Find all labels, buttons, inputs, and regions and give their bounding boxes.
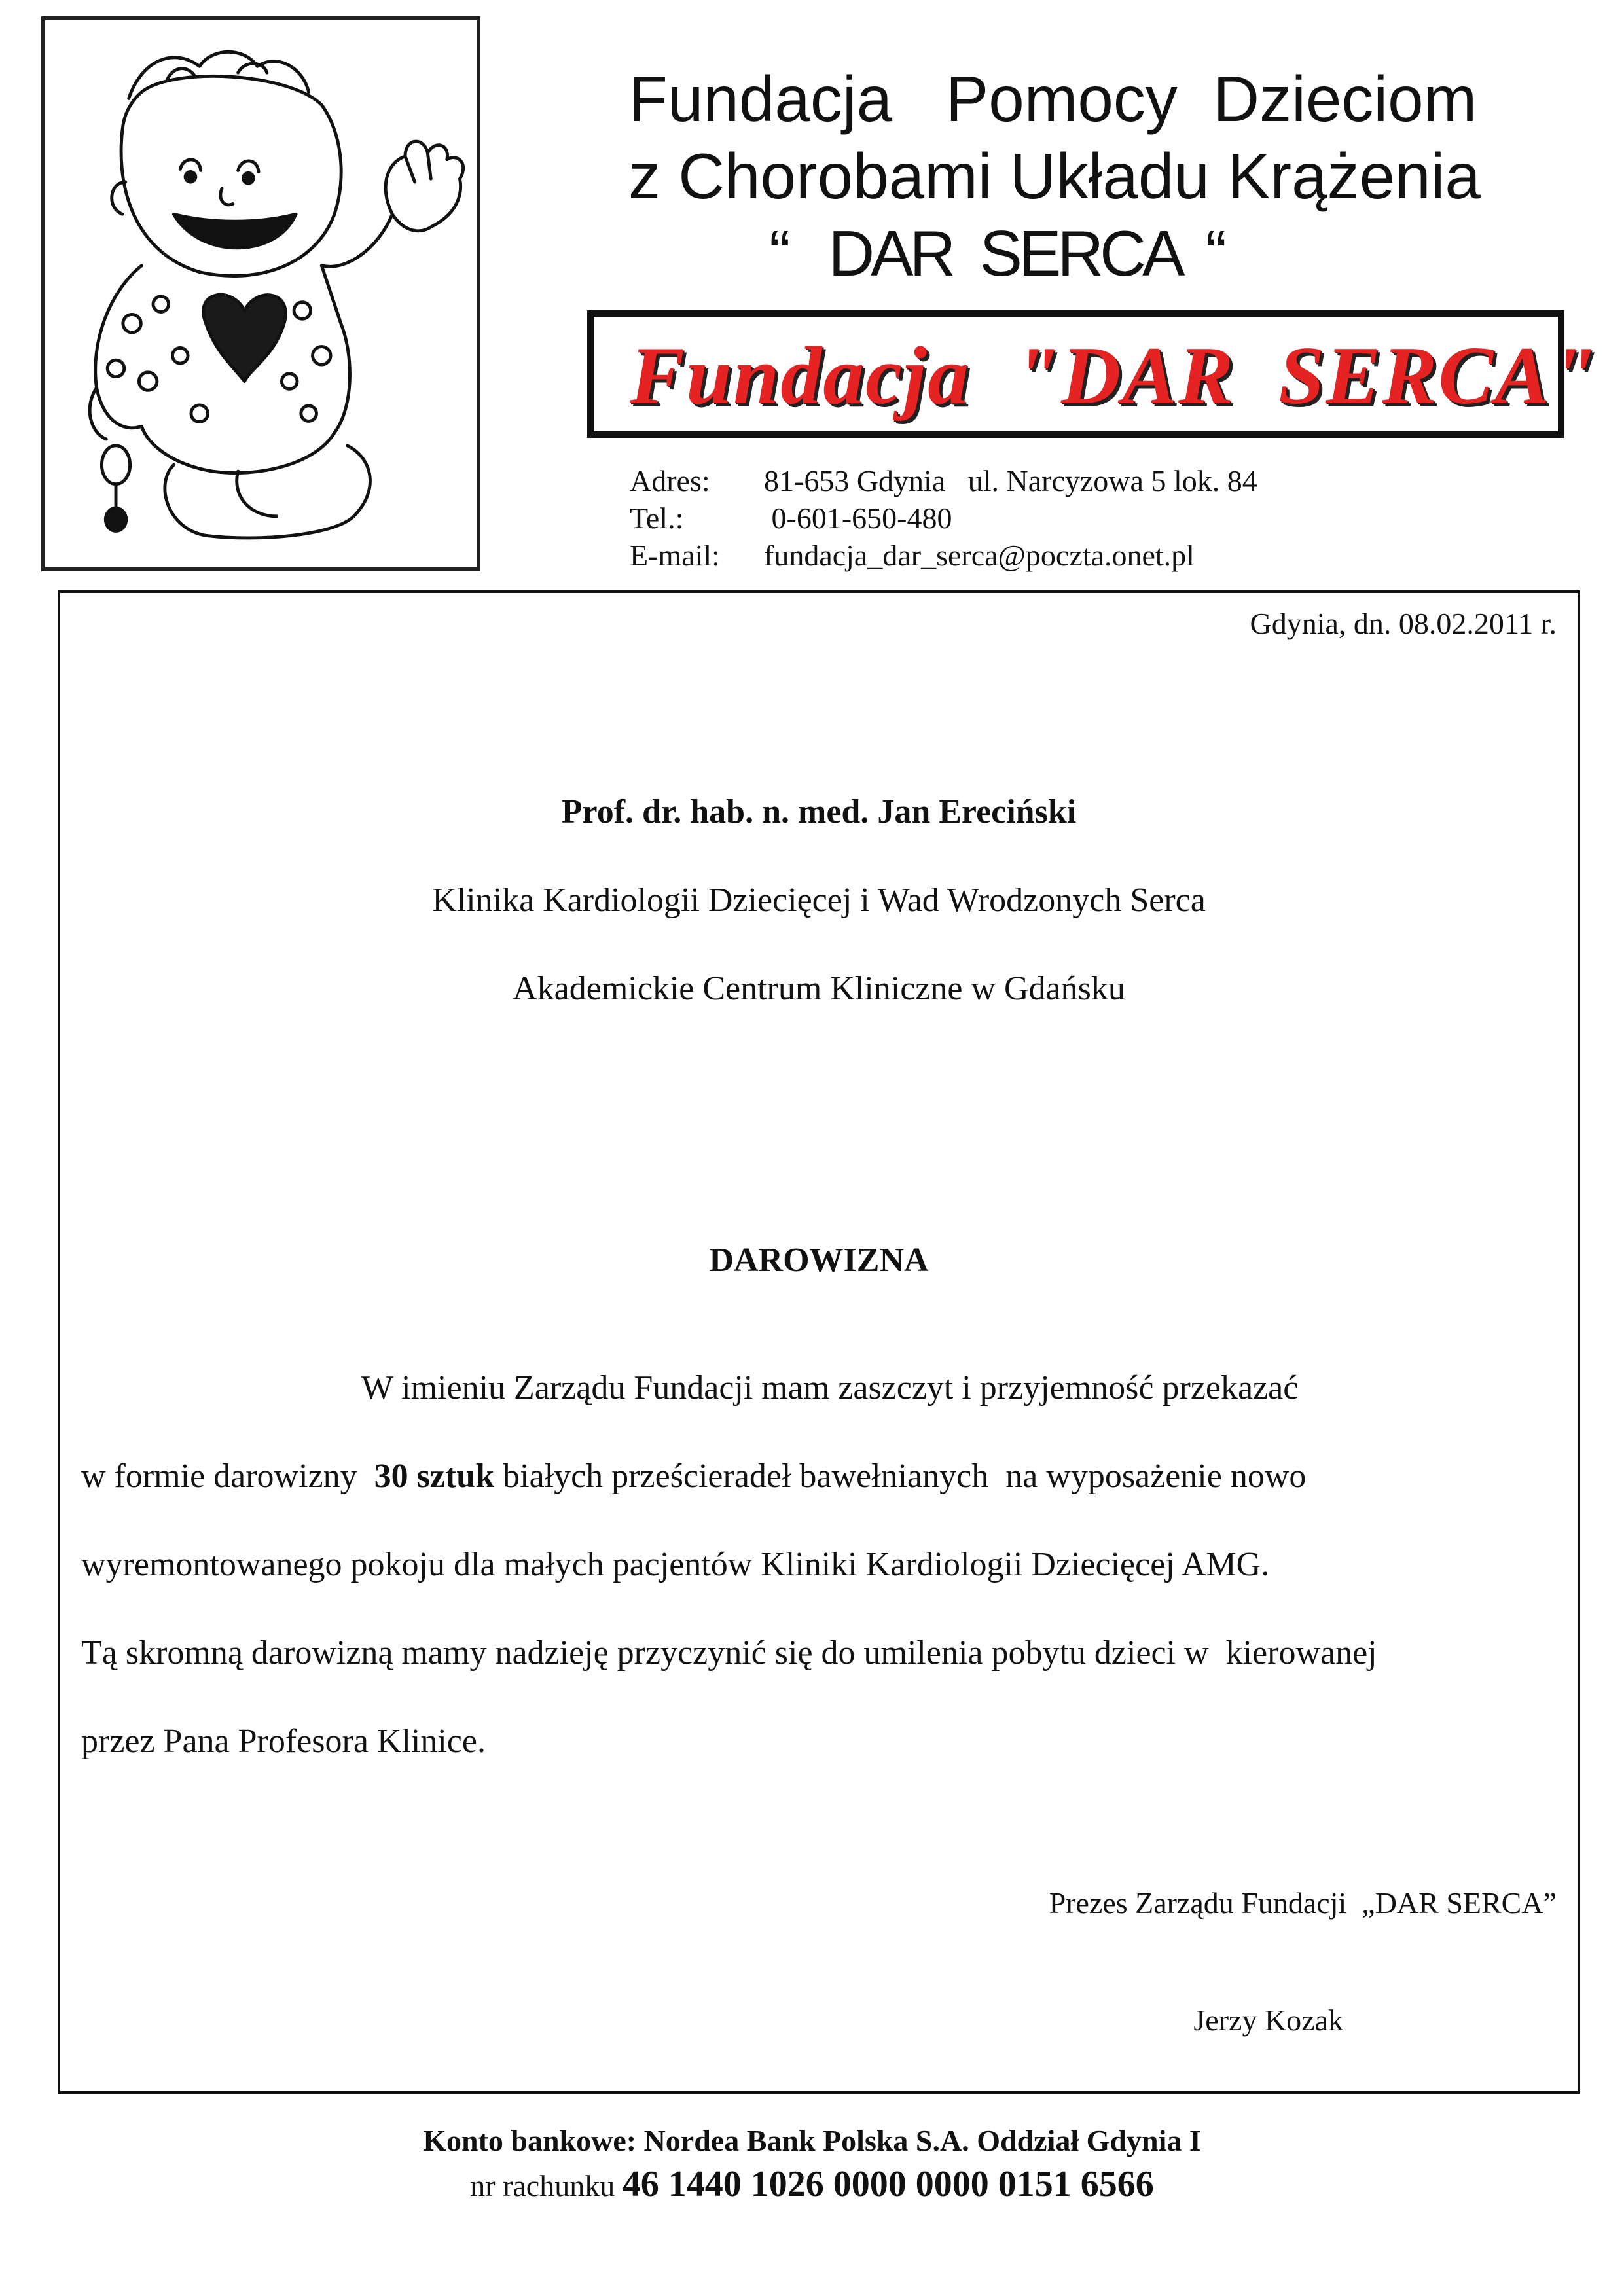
body-line-4: Tą skromną darowizną mamy nadzieję przyczynić się do umilenia pobytu dzieci w kierowanej (81, 1634, 1377, 1672)
tel-label: Tel.: (630, 501, 684, 535)
recipient-clinic: Klinika Kardiologii Dziecięcej i Wad Wrodzonych Serca (432, 882, 1206, 919)
recipient-name: Prof. dr. hab. n. med. Jan Ereciński (561, 793, 1077, 831)
account-label: nr rachunku (470, 2169, 623, 2202)
signature-title: Prezes Zarządu Fundacji „DAR SERCA” (1049, 1886, 1557, 1920)
email-label: E-mail: (630, 539, 720, 572)
tel-value: 0-601-650-480 (764, 501, 952, 535)
recipient-institution: Akademickie Centrum Kliniczne w Gdańsku (513, 970, 1125, 1007)
body-line-2-end: białych prześcieradeł bawełnianych na wyposażenie nowo (494, 1458, 1307, 1495)
signature-name: Jerzy Kozak (1193, 2003, 1343, 2037)
email-row (630, 537, 1257, 574)
email-value: fundacja_dar_serca@poczta.onet.pl (764, 539, 1195, 572)
contact-info (630, 462, 1257, 574)
body-line-5: przez Pana Profesora Klinice. (81, 1723, 486, 1760)
address-value: 81-653 Gdynia ul. Narcyzowa 5 lok. 84 (764, 464, 1257, 497)
banner-text: Fundacja "DAR SERCA" (630, 331, 1598, 422)
account-number: 46 1440 1026 0000 0000 0151 6566 (622, 2164, 1154, 2204)
address-row (630, 462, 1257, 499)
title-line-2: z Chorobami Układu Krążenia (628, 140, 1481, 212)
organization-title (628, 60, 1545, 292)
title-line-1: Fundacja Pomocy Dzieciom (628, 63, 1477, 135)
title-line-3: “ DAR SERCA “ (769, 217, 1223, 289)
foundation-logo (41, 16, 480, 571)
quantity-highlight: 30 sztuk (374, 1458, 495, 1495)
account-line (0, 2163, 1624, 2205)
baby-with-heart-icon (45, 20, 477, 567)
bank-line: Konto bankowe: Nordea Bank Polska S.A. Oddział Gdynia I (423, 2124, 1201, 2157)
letter-date: Gdynia, dn. 08.02.2011 r. (1250, 607, 1557, 640)
tel-row (630, 499, 1257, 537)
body-line-3: wyremontowanego pokoju dla małych pacjentów Kliniki Kardiologii Dziecięcej AMG. (81, 1546, 1270, 1583)
body-line-2-start: w formie darowizny (81, 1458, 374, 1495)
body-line-1: W imieniu Zarządu Fundacji mam zaszczyt i przyjemność przekazać (361, 1369, 1299, 1407)
letter-frame (58, 590, 1580, 2094)
foundation-banner (587, 310, 1598, 438)
body-line-2 (81, 1457, 1306, 1496)
address-label: Adres: (630, 464, 710, 497)
letter-heading: DAROWIZNA (709, 1242, 929, 1279)
